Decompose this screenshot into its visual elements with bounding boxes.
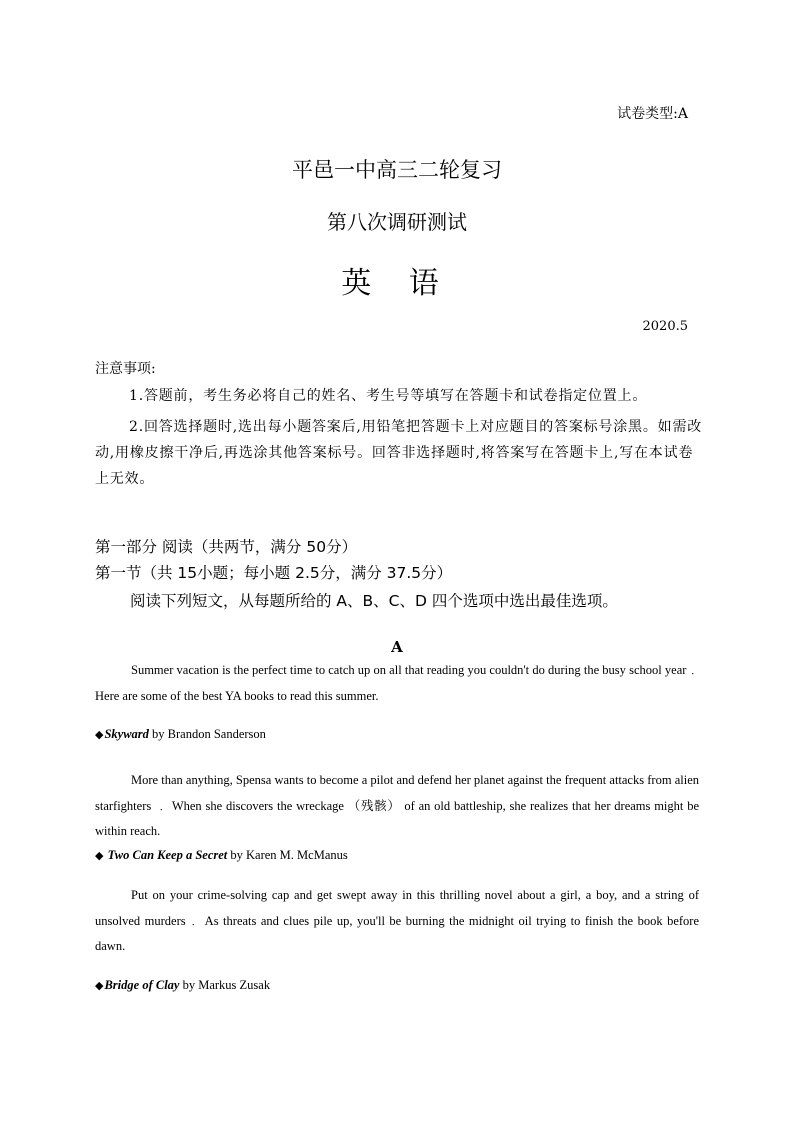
book-author: by Brandon Sanderson: [152, 727, 266, 741]
notice-item-1: 1.答题前，考生务必将自己的姓名、考生号等填写在答题卡和试卷指定位置上。: [129, 388, 648, 404]
passage-letter: A: [391, 638, 403, 656]
book-description: Put on your crime-solving cap and get swept away in this thrilling novel about a girl, a boy, and a string of unsolved murders﹒ As threats and clues pile up, you'll be burning the midnight oil trying to finish the book before dawn.: [95, 888, 699, 953]
school-title: 平邑一中高三二轮复习: [292, 158, 502, 182]
diamond-bullet-icon: ◆: [95, 980, 104, 992]
book-title: Two Can Keep a Secret: [107, 848, 228, 862]
book-entry-skyward: [95, 727, 266, 742]
reading-instruction: 阅读下列短文，从每题所给的 A、B、C、D 四个选项中选出最佳选项。: [130, 592, 618, 610]
paper-type-label: 试卷类型:A: [617, 106, 688, 122]
book-title: Skyward: [104, 727, 149, 741]
exam-title: 第八次调研测试: [327, 210, 467, 234]
section-heading: 第一节（共 15小题；每小题 2.5分，满分 37.5分）: [95, 564, 453, 582]
notice-title: 注意事项:: [95, 361, 156, 377]
book-title: Bridge of Clay: [104, 978, 180, 992]
passage-intro: Summer vacation is the perfect time to catch up on all that reading you couldn't do during the busy school year﹒ Here are some of the best YA books to read this summer.: [95, 663, 699, 703]
part-heading: 第一部分 阅读（共两节，满分 50分）: [95, 538, 358, 556]
diamond-bullet-icon: ◆: [95, 850, 104, 862]
book-author: by Markus Zusak: [182, 978, 271, 992]
diamond-bullet-icon: ◆: [95, 729, 104, 741]
book-entry-two-can-keep-a-secret: [95, 848, 348, 863]
book-author: by Karen M. McManus: [230, 848, 348, 862]
exam-date: 2020.5: [642, 319, 688, 334]
notice-item-2: 2.回答选择题时,选出每小题答案后,用铅笔把答题卡上对应题目的答案标号涂黑。如需改动,用橡皮擦干净后,再选涂其他答案标号。回答非选择题时,将答案写在答题卡上,写在本试卷上无效。: [95, 419, 703, 487]
subject-title: 英 语: [341, 266, 453, 301]
book-entry-bridge-of-clay: [95, 978, 270, 993]
book-description: More than anything, Spensa wants to become a pilot and defend her planet against the frequent attacks from alien starfighters ﹒ When she discovers the wreckage （残骸） of an old battleship, she realizes that her dreams might be within reach.: [95, 773, 699, 838]
